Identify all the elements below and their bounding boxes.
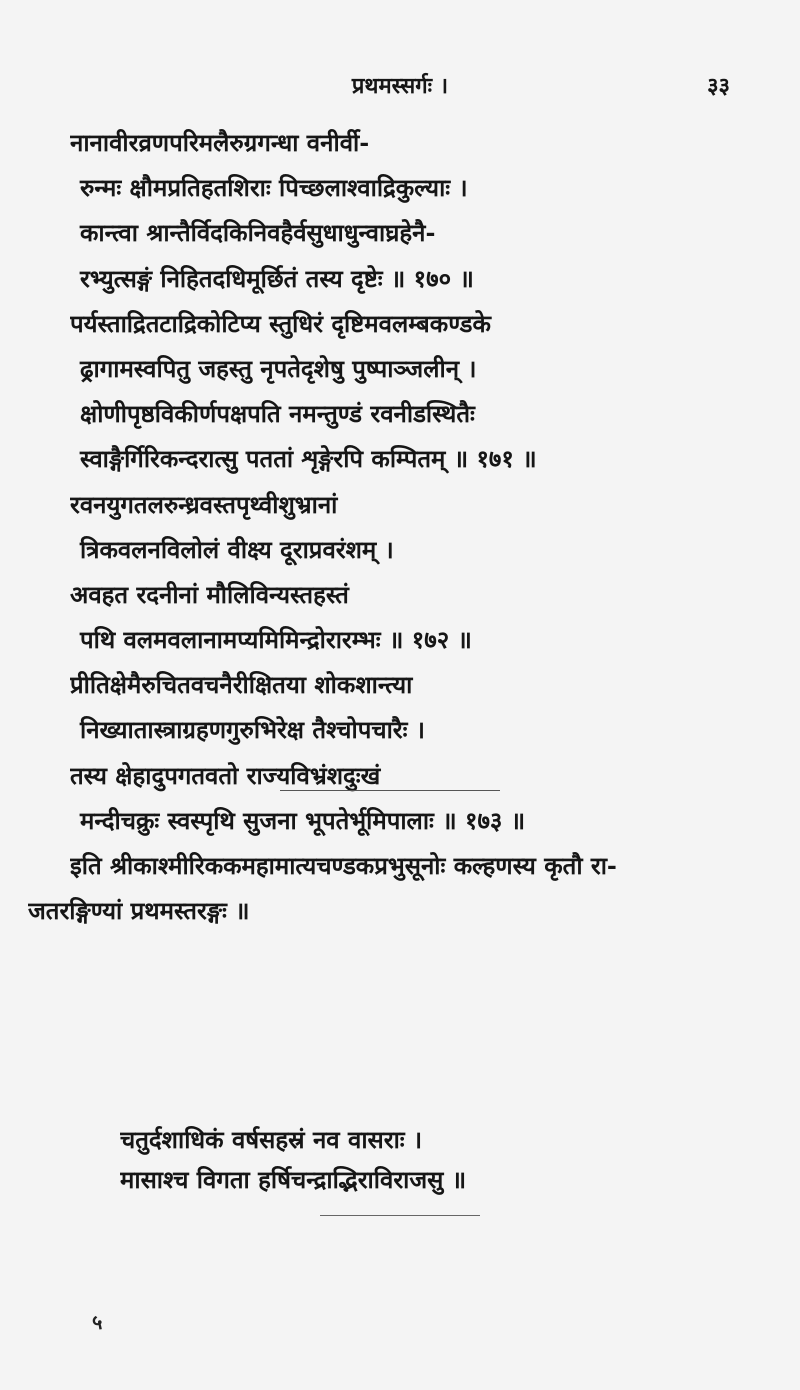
folio-mark: ५	[92, 1310, 103, 1334]
colophon-line: जतरङ्गिण्यां प्रथमस्तरङ्गः ॥	[28, 896, 250, 926]
text-line: निख्यातास्त्राग्रहणगुरुभिरेक्ष तैश्चोपचारैः ।	[80, 715, 425, 745]
text-line: मन्दीचक्रुः स्वस्पृथि सुजना भूपतेर्भूमिपालाः ॥ १७३ ॥	[80, 805, 526, 835]
text-line: रुन्मः क्षौमप्रतिहतशिराः पिच्छलाश्वाद्रिकुल्याः ।	[80, 173, 468, 203]
text-line: पर्यस्ताद्रितटाद्रिकोटिप्य स्तुधिरं दृष्टिमवलम्बकण्डके	[70, 308, 491, 338]
text-line: प्रीतिक्षेमैरुचितवचनैरीक्षितया शोकशान्त्या	[70, 670, 413, 700]
colophon-line: इति श्रीकाश्मीरिककमहामात्यचण्डकप्रभुसूनोः कल्हणस्य कृतौ रा-	[70, 851, 617, 880]
running-header	[0, 70, 800, 104]
text-line: ढ्रागामस्वपितु जहस्तु नृपतेदृशेषु पुष्पाञ्जलीन् ।	[80, 353, 477, 383]
main-text-block	[28, 120, 720, 933]
chapter-title: प्रथमस्सर्गः ।	[351, 73, 449, 99]
section-divider	[280, 790, 500, 791]
text-line: पथि वलमवलानामप्यमिमिन्द्रोरारम्भः ॥ १७२ ॥	[80, 625, 472, 655]
page-number: ३३	[707, 73, 730, 99]
text-line: रवनयुगतलरुन्ध्रवस्तपृथ्वीशुभ्रानां	[70, 489, 338, 519]
text-line: नानावीरव्रणपरिमलैरुग्रगन्धा वनीर्वी-	[70, 128, 370, 157]
text-line: कान्त्वा श्रान्तैर्विदकिनिवहैर्वसुधाधुन्वाघ्रहेनै-	[80, 218, 436, 248]
verse-block	[120, 1120, 720, 1200]
verse-line: चतुर्दशाधिकं वर्षसहस्रं नव वासराः ।	[120, 1125, 423, 1154]
text-line: स्वाङ्गैर्गिरिकन्दरात्सु पततां शृङ्गेरपि कम्पितम् ॥ १७१ ॥	[80, 444, 537, 474]
text-line: क्षोणीपृष्ठविकीर्णपक्षपति नमन्तुण्डं रवनीडस्थितैः	[80, 399, 475, 429]
text-line: तस्य क्षेहादुपगतवतो राज्यविभ्रंशदुःखं	[70, 760, 381, 790]
text-line: रभ्युत्सङ्गं निहितदधिमूर्छितं तस्य दृष्टेः ॥ १७० ॥	[80, 263, 474, 293]
text-line: त्रिकवलनविलोलं वीक्ष्य दूराप्रवरंशम् ।	[80, 534, 394, 564]
text-line: अवहत रदनीनां मौलिविन्यस्तहस्तं	[70, 579, 349, 609]
verse-line: मासाश्च विगता हर्षिचन्द्राद्भिराविराजसु ॥	[120, 1165, 467, 1194]
verse-divider	[320, 1215, 480, 1216]
